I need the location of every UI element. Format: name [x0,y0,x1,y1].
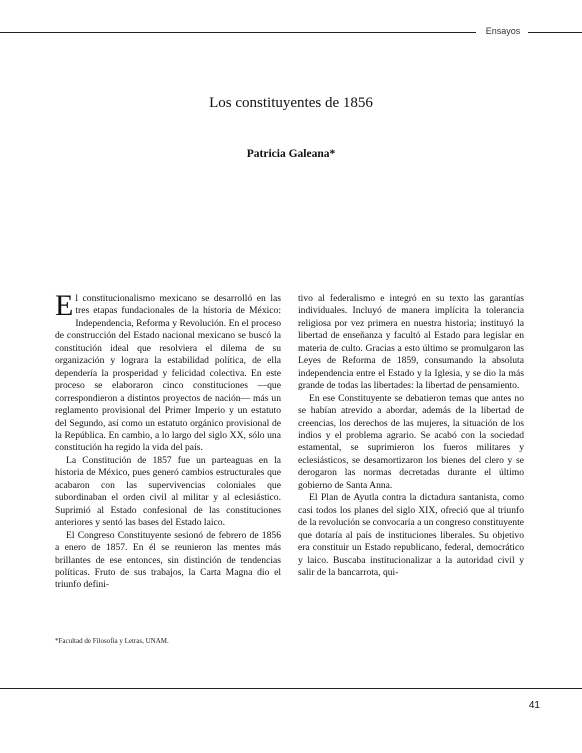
body-column-left [55,289,281,592]
paragraph: La Constitución de 1857 fue un parteaguas en la historia de México, pues generó cambios estructurales que acabaron con las supervivencias coloniales que subordinaban el orden civil al militar y al eclesiástico. Suprimió al Estado confesional de las constituciones anteriores y sentó las bases del Estado laico. [55,454,281,529]
footnote: *Facultad de Filosofía y Letras, UNAM. [55,637,169,645]
header-rule-right [528,32,582,33]
article-title: Los constituyentes de 1856 [209,95,373,111]
header-rule-left [0,32,476,33]
page-number: 41 [528,700,540,711]
drop-cap: E [55,289,74,322]
paragraph: El Plan de Ayutla contra la dictadura santanista, como casi todos los planes del siglo XIX, ofreció que al triunfo de la revolución se convocaría a un congreso constituyente que dotaría al país de instituciones liberales. Su objetivo era constituir un Estado republicano, federal, democrático y laico. Buscaba institucionalizar a la autoridad civil y salir de la bancarrota, qui- [298,492,524,578]
body-column-right [298,293,524,579]
footer-rule [0,688,582,689]
paragraph: El Congreso Constituyente sesionó de febrero de 1856 a enero de 1857. En él se reunieron las mentes más brillantes de ese entonces, sin distinción de tendencias políticas. Fruto de sus trabajos, la Carta Magna dio el triunfo defini- [55,529,281,591]
article-author: Patricia Galeana* [246,148,336,160]
paragraph: tivo al federalismo e integró en su texto las garantías individuales. Incluyó de manera implícita la tolerancia religiosa por vez primera en nuestra historia; instituyó la libertad de enseñanza y facultó al Estado para legislar en materia de culto. Gracias a esto último se promulgaron las Leyes de Reforma de 1859, consumando la absoluta independencia entre el Estado y la Iglesia, y se dio la más grande de todas las libertades: la libertad de pensamiento. [298,293,524,392]
paragraph [55,289,281,455]
paragraph-text: l constitucionalismo mexicano se desarrolló en las tres etapas fundacionales de la historia de México: Independencia, Reforma y Revolución. En el proceso de construcción del Estado nacional mexicano se buscó la constitución ideal que resolviera el dilema de su organización y lograra la estabilidad política, de ella dependería la prosperidad y felicidad colectiva. En este proceso se elaboraron cinco constituciones —que correspondieron a distintos proyectos de nación— más un reglamento provisional del Primer Imperio y un estatuto del Segundo, así como un estatuto orgánico provisional de la República. En cambio, a lo largo del siglo XX, sólo una constitución ha regido la vida del país. [55,293,281,454]
paragraph: En ese Constituyente se debatieron temas que antes no se habían atrevido a abordar, además de la libertad de creencias, los derechos de las mujeres, la situación de los indios y el problema agrario. Se acabó con la sociedad estamental, se suprimieron los fueros militares y eclesiásticos, se desamortizaron los bienes del clero y se derogaron las normas decretadas durante el último gobierno de Santa Anna. [298,392,524,491]
section-label: Ensayos [485,26,521,36]
